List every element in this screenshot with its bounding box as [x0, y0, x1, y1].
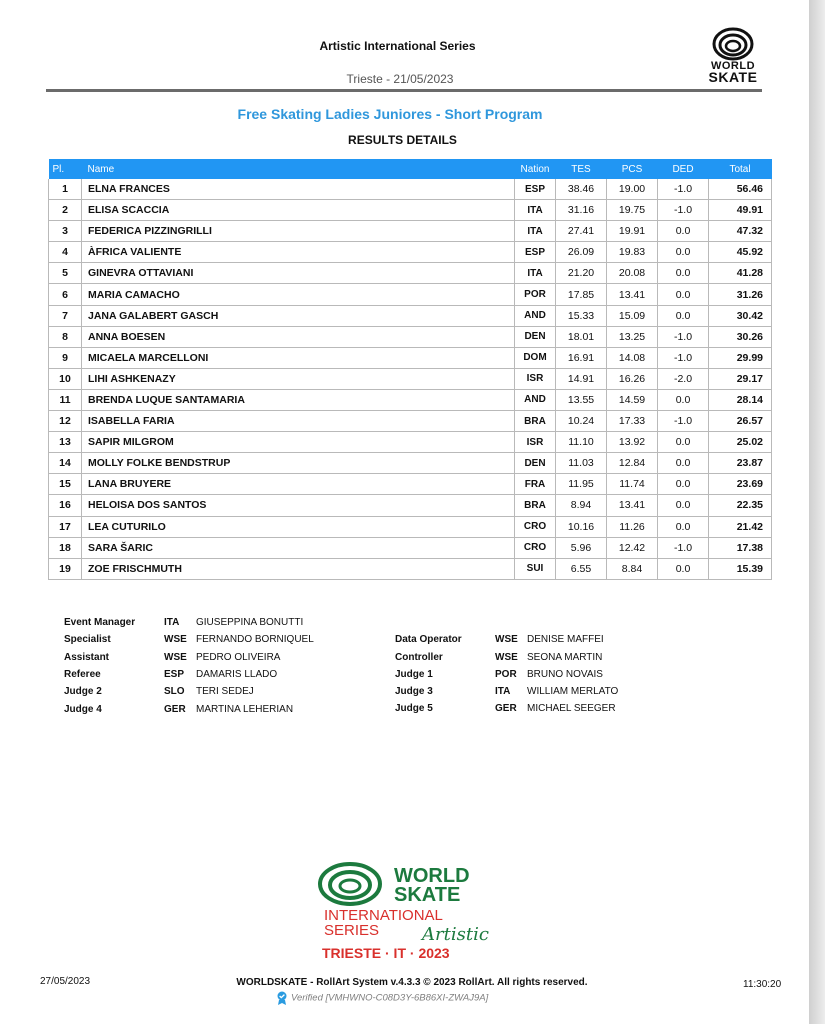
pcs-cell: 15.09 — [607, 305, 658, 326]
pcs-cell: 14.08 — [607, 347, 658, 368]
total-cell: 29.99 — [709, 347, 772, 368]
place-cell: 6 — [49, 284, 82, 305]
ded-cell: -2.0 — [658, 368, 709, 389]
nation-cell: DOM — [515, 347, 556, 368]
ded-cell: -1.0 — [658, 347, 709, 368]
table-row — [49, 389, 772, 410]
results-body — [49, 179, 772, 579]
col-nation-header: Nation — [515, 159, 556, 179]
nation-cell: ISR — [515, 432, 556, 453]
col-tes-header: TES — [556, 159, 607, 179]
pcs-cell: 19.91 — [607, 221, 658, 242]
total-cell: 47.32 — [709, 221, 772, 242]
header-subtitle: Trieste - 21/05/2023 — [346, 72, 454, 86]
official-role: Judge 3 — [395, 686, 433, 698]
nation-cell: DEN — [515, 326, 556, 347]
official-role: Event Manager — [64, 617, 136, 628]
total-cell: 21.42 — [709, 516, 772, 537]
series-logo-trieste: TRIESTE · IT · 2023 — [322, 945, 450, 961]
total-cell: 56.46 — [709, 179, 772, 200]
official-nation: ESP — [164, 668, 185, 680]
official-name: WILLIAM MERLATO — [527, 686, 619, 698]
table-row — [49, 200, 772, 221]
ded-cell: 0.0 — [658, 495, 709, 516]
pcs-cell: 8.84 — [607, 558, 658, 579]
verified-code: Verified [VMHWNO-C08D3Y-6B86XI-ZWAJ9A] — [291, 992, 489, 1004]
results-title: RESULTS DETAILS — [348, 133, 457, 147]
official-name: MICHAEL SEEGER — [527, 703, 616, 715]
official-nation: POR — [495, 668, 517, 680]
total-cell: 31.26 — [709, 284, 772, 305]
ded-cell: 0.0 — [658, 474, 709, 495]
ded-cell: 0.0 — [658, 305, 709, 326]
ded-cell: 0.0 — [658, 221, 709, 242]
nation-cell: DEN — [515, 453, 556, 474]
total-cell: 26.57 — [709, 411, 772, 432]
name-cell: ELNA FRANCES — [82, 179, 515, 200]
nation-cell: ESP — [515, 179, 556, 200]
table-row — [49, 495, 772, 516]
place-cell: 5 — [49, 263, 82, 284]
name-cell: LEA CUTURILO — [82, 516, 515, 537]
nation-cell: CRO — [515, 516, 556, 537]
footer-copyright: WORLDSKATE - RollArt System v.4.3.3 © 2023 RollArt. All rights reserved. — [236, 977, 588, 988]
pcs-cell: 17.33 — [607, 411, 658, 432]
nation-cell: FRA — [515, 474, 556, 495]
name-cell: LIHI ASHKENAZY — [82, 368, 515, 389]
place-cell: 8 — [49, 326, 82, 347]
place-cell: 13 — [49, 432, 82, 453]
ded-cell: 0.0 — [658, 242, 709, 263]
table-row — [49, 558, 772, 579]
ded-cell: -1.0 — [658, 326, 709, 347]
official-nation: GER — [495, 703, 517, 715]
table-row — [49, 368, 772, 389]
footer-time: 11:30:20 — [743, 979, 782, 990]
table-row — [49, 453, 772, 474]
total-cell: 23.69 — [709, 474, 772, 495]
nation-cell: AND — [515, 389, 556, 410]
place-cell: 14 — [49, 453, 82, 474]
results-header-row — [49, 159, 772, 179]
name-cell: ÀFRICA VALIENTE — [82, 242, 515, 263]
pcs-cell: 11.26 — [607, 516, 658, 537]
ded-cell: 0.0 — [658, 453, 709, 474]
place-cell: 9 — [49, 347, 82, 368]
logo-world-text: WORLD — [710, 60, 756, 72]
name-cell: ELISA SCACCIA — [82, 200, 515, 221]
official-role: Data Operator — [395, 634, 462, 646]
series-logo-artistic: Artistic — [422, 924, 489, 945]
official-role: Judge 5 — [395, 703, 433, 715]
name-cell: SAPIR MILGROM — [82, 432, 515, 453]
name-cell: JANA GALABERT GASCH — [82, 305, 515, 326]
col-pcs-header: PCS — [607, 159, 658, 179]
tes-cell: 5.96 — [556, 537, 607, 558]
pcs-cell: 14.59 — [607, 389, 658, 410]
place-cell: 11 — [49, 389, 82, 410]
official-name: FERNANDO BORNIQUEL — [196, 634, 314, 646]
series-logo-world: WORLD — [394, 865, 470, 887]
table-row — [49, 537, 772, 558]
nation-cell: SUI — [515, 558, 556, 579]
total-cell: 28.14 — [709, 389, 772, 410]
name-cell: SARA ŠARIC — [82, 537, 515, 558]
table-row — [49, 411, 772, 432]
table-row — [49, 432, 772, 453]
pcs-cell: 11.74 — [607, 474, 658, 495]
table-row — [49, 179, 772, 200]
pcs-cell: 19.00 — [607, 179, 658, 200]
official-nation: WSE — [495, 651, 518, 663]
place-cell: 12 — [49, 411, 82, 432]
pcs-cell: 12.42 — [607, 537, 658, 558]
official-nation: WSE — [164, 651, 187, 663]
pcs-cell: 19.83 — [607, 242, 658, 263]
total-cell: 23.87 — [709, 453, 772, 474]
page-edge — [809, 0, 825, 1024]
tes-cell: 27.41 — [556, 221, 607, 242]
official-name: MARTINA LEHERIAN — [196, 703, 294, 715]
place-cell: 17 — [49, 516, 82, 537]
total-cell: 45.92 — [709, 242, 772, 263]
official-nation: GER — [164, 703, 186, 715]
place-cell: 1 — [49, 179, 82, 200]
name-cell: HELOISA DOS SANTOS — [82, 495, 515, 516]
pcs-cell: 13.25 — [607, 326, 658, 347]
tes-cell: 38.46 — [556, 179, 607, 200]
place-cell: 4 — [49, 242, 82, 263]
results-table — [48, 159, 772, 580]
official-role: Judge 1 — [395, 668, 433, 680]
nation-cell: AND — [515, 305, 556, 326]
nation-cell: ITA — [515, 221, 556, 242]
place-cell: 2 — [49, 200, 82, 221]
official-role: Assistant — [64, 651, 110, 663]
official-nation: WSE — [495, 634, 518, 646]
total-cell: 49.91 — [709, 200, 772, 221]
logo-skate-text: SKATE — [708, 69, 758, 85]
nation-cell: ITA — [515, 263, 556, 284]
official-nation: WSE — [164, 634, 187, 646]
verified-badge-icon — [276, 991, 288, 1005]
total-cell: 30.42 — [709, 305, 772, 326]
pcs-cell: 20.08 — [607, 263, 658, 284]
tes-cell: 14.91 — [556, 368, 607, 389]
col-ded-header: DED — [658, 159, 709, 179]
col-place-header: Pl. — [49, 159, 82, 179]
event-title: Free Skating Ladies Juniores - Short Program — [237, 106, 543, 122]
tes-cell: 18.01 — [556, 326, 607, 347]
tes-cell: 11.03 — [556, 453, 607, 474]
tes-cell: 10.16 — [556, 516, 607, 537]
series-logo-skate: SKATE — [394, 884, 461, 906]
name-cell: GINEVRA OTTAVIANI — [82, 263, 515, 284]
official-name: DAMARIS LLADO — [196, 668, 278, 680]
tes-cell: 16.91 — [556, 347, 607, 368]
tes-cell: 6.55 — [556, 558, 607, 579]
pcs-cell: 19.75 — [607, 200, 658, 221]
ded-cell: -1.0 — [658, 200, 709, 221]
ded-cell: 0.0 — [658, 432, 709, 453]
name-cell: FEDERICA PIZZINGRILLI — [82, 221, 515, 242]
total-cell: 17.38 — [709, 537, 772, 558]
series-logo — [318, 862, 506, 962]
nation-cell: CRO — [515, 537, 556, 558]
official-nation: SLO — [164, 686, 185, 698]
name-cell: MICAELA MARCELLONI — [82, 347, 515, 368]
world-skate-swirl-icon — [712, 27, 754, 61]
name-cell: MOLLY FOLKE BENDSTRUP — [82, 453, 515, 474]
official-role: Specialist — [64, 634, 111, 646]
tes-cell: 10.24 — [556, 411, 607, 432]
tes-cell: 13.55 — [556, 389, 607, 410]
place-cell: 16 — [49, 495, 82, 516]
nation-cell: BRA — [515, 495, 556, 516]
table-row — [49, 284, 772, 305]
ded-cell: -1.0 — [658, 411, 709, 432]
table-row — [49, 242, 772, 263]
col-name-header: Name — [82, 159, 515, 179]
place-cell: 7 — [49, 305, 82, 326]
name-cell: MARIA CAMACHO — [82, 284, 515, 305]
official-name: DENISE MAFFEI — [527, 634, 604, 646]
total-cell: 30.26 — [709, 326, 772, 347]
table-row — [49, 221, 772, 242]
official-role: Judge 4 — [64, 703, 102, 715]
name-cell: ISABELLA FARIA — [82, 411, 515, 432]
nation-cell: BRA — [515, 411, 556, 432]
ded-cell: 0.0 — [658, 516, 709, 537]
place-cell: 15 — [49, 474, 82, 495]
total-cell: 15.39 — [709, 558, 772, 579]
official-role: Referee — [64, 668, 101, 680]
nation-cell: ITA — [515, 200, 556, 221]
series-logo-swirl-icon — [320, 864, 380, 904]
pcs-cell: 12.84 — [607, 453, 658, 474]
table-row — [49, 305, 772, 326]
nation-cell: ISR — [515, 368, 556, 389]
official-nation: ITA — [495, 686, 511, 698]
ded-cell: -1.0 — [658, 179, 709, 200]
ded-cell: 0.0 — [658, 389, 709, 410]
table-row — [49, 347, 772, 368]
official-role: Controller — [395, 651, 443, 663]
name-cell: LANA BRUYERE — [82, 474, 515, 495]
official-nation: ITA — [164, 617, 180, 628]
table-row — [49, 326, 772, 347]
place-cell: 3 — [49, 221, 82, 242]
tes-cell: 15.33 — [556, 305, 607, 326]
official-name: GIUSEPPINA BONUTTI — [196, 617, 304, 628]
table-row — [49, 516, 772, 537]
header-title: Artistic International Series — [319, 39, 476, 53]
name-cell: ANNA BOESEN — [82, 326, 515, 347]
tes-cell: 31.16 — [556, 200, 607, 221]
tes-cell: 21.20 — [556, 263, 607, 284]
pcs-cell: 13.92 — [607, 432, 658, 453]
verified-stamp — [276, 991, 488, 1005]
col-total-header: Total — [709, 159, 772, 179]
ded-cell: 0.0 — [658, 263, 709, 284]
name-cell: BRENDA LUQUE SANTAMARIA — [82, 389, 515, 410]
total-cell: 25.02 — [709, 432, 772, 453]
pcs-cell: 13.41 — [607, 284, 658, 305]
total-cell: 22.35 — [709, 495, 772, 516]
series-logo-series: SERIES — [324, 922, 380, 939]
table-row — [49, 263, 772, 284]
pcs-cell: 16.26 — [607, 368, 658, 389]
total-cell: 41.28 — [709, 263, 772, 284]
tes-cell: 11.10 — [556, 432, 607, 453]
official-name: PEDRO OLIVEIRA — [196, 651, 281, 663]
total-cell: 29.17 — [709, 368, 772, 389]
name-cell: ZOE FRISCHMUTH — [82, 558, 515, 579]
table-row — [49, 474, 772, 495]
tes-cell: 8.94 — [556, 495, 607, 516]
ded-cell: 0.0 — [658, 558, 709, 579]
official-name: SEONA MARTIN — [527, 651, 603, 663]
tes-cell: 11.95 — [556, 474, 607, 495]
official-role: Judge 2 — [64, 686, 102, 698]
header-divider — [46, 89, 762, 92]
place-cell: 10 — [49, 368, 82, 389]
series-logo-international: INTERNATIONAL — [324, 907, 443, 924]
place-cell: 19 — [49, 558, 82, 579]
world-skate-logo — [700, 27, 766, 87]
ded-cell: -1.0 — [658, 537, 709, 558]
tes-cell: 17.85 — [556, 284, 607, 305]
nation-cell: ESP — [515, 242, 556, 263]
ded-cell: 0.0 — [658, 284, 709, 305]
nation-cell: POR — [515, 284, 556, 305]
footer-date: 27/05/2023 — [40, 976, 91, 987]
official-name: TERI SEDEJ — [196, 686, 254, 698]
pcs-cell: 13.41 — [607, 495, 658, 516]
place-cell: 18 — [49, 537, 82, 558]
official-name: BRUNO NOVAIS — [527, 668, 603, 680]
tes-cell: 26.09 — [556, 242, 607, 263]
